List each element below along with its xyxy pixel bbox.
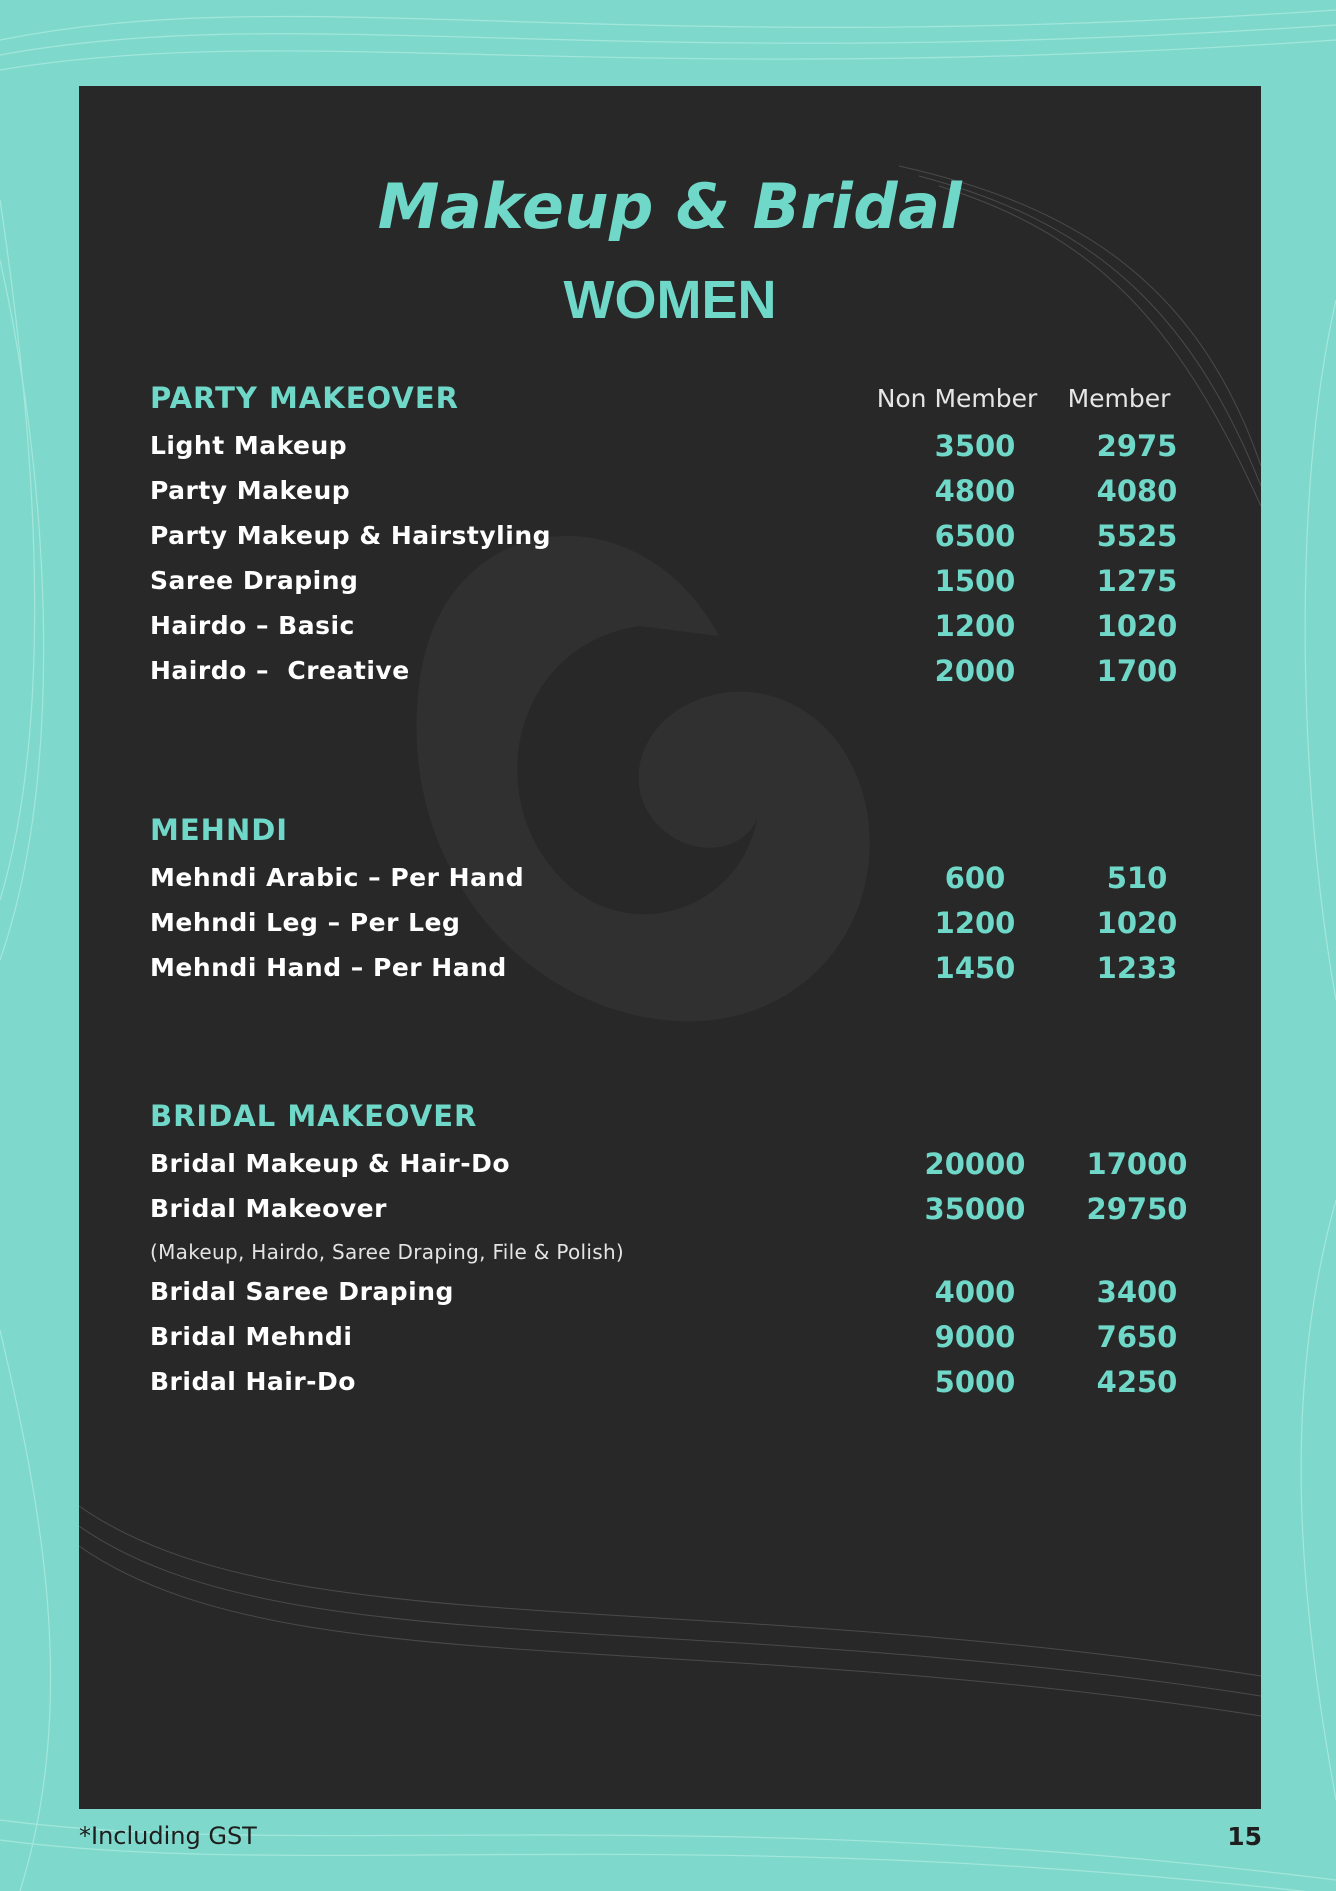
price-row xyxy=(150,1189,1190,1234)
section-mehndi xyxy=(150,810,1190,993)
bridal-makeover-note: (Makeup, Hairdo, Saree Draping, File & Polish) xyxy=(150,1240,625,1264)
price-non-member: 9000 xyxy=(934,1320,1016,1354)
price-member: 1233 xyxy=(1096,951,1178,985)
price-row xyxy=(150,948,1190,993)
section-title: PARTY MAKEOVER xyxy=(150,381,459,415)
price-member: 510 xyxy=(1106,861,1168,895)
page-subtitle: WOMEN xyxy=(563,270,777,330)
service-name: Bridal Mehndi xyxy=(150,1322,353,1351)
service-name: Bridal Makeup & Hair-Do xyxy=(150,1149,511,1178)
section-title: BRIDAL MAKEOVER xyxy=(150,1099,478,1133)
service-name: Party Makeup xyxy=(150,476,351,505)
price-row xyxy=(150,1362,1190,1407)
price-row xyxy=(150,561,1190,606)
price-row xyxy=(150,1272,1190,1317)
column-header-non-member: Non Member xyxy=(876,384,1038,413)
price-non-member: 2000 xyxy=(934,654,1016,688)
section-title: MEHNDI xyxy=(150,813,289,847)
price-member: 1700 xyxy=(1096,654,1178,688)
service-name: Mehndi Leg – Per Leg xyxy=(150,908,461,937)
price-non-member: 5000 xyxy=(934,1365,1016,1399)
footer-gst-note: *Including GST xyxy=(79,1822,257,1850)
price-non-member: 4000 xyxy=(934,1275,1016,1309)
price-row xyxy=(150,858,1190,903)
price-row xyxy=(150,903,1190,948)
service-name: Party Makeup & Hairstyling xyxy=(150,521,552,550)
price-member: 1275 xyxy=(1096,564,1178,598)
price-non-member: 1450 xyxy=(934,951,1016,985)
price-non-member: 3500 xyxy=(934,429,1016,463)
price-row xyxy=(150,1317,1190,1362)
price-row xyxy=(150,426,1190,471)
price-non-member: 1500 xyxy=(934,564,1016,598)
price-row xyxy=(150,471,1190,516)
price-panel xyxy=(79,86,1261,1809)
service-name: Saree Draping xyxy=(150,566,359,595)
price-member: 1020 xyxy=(1096,906,1178,940)
price-member: 4080 xyxy=(1096,474,1178,508)
service-name: Light Makeup xyxy=(150,431,348,460)
price-non-member: 600 xyxy=(944,861,1006,895)
price-member: 1020 xyxy=(1096,609,1178,643)
column-header-member: Member xyxy=(1067,384,1171,413)
price-member: 29750 xyxy=(1086,1192,1188,1226)
price-row xyxy=(150,606,1190,651)
price-row xyxy=(150,651,1190,696)
service-name: Hairdo – Basic xyxy=(150,611,355,640)
price-member: 5525 xyxy=(1096,519,1178,553)
price-non-member: 20000 xyxy=(924,1147,1026,1181)
price-non-member: 1200 xyxy=(934,609,1016,643)
service-name: Bridal Makeover xyxy=(150,1194,387,1223)
service-name: Mehndi Hand – Per Hand xyxy=(150,953,507,982)
price-non-member: 4800 xyxy=(934,474,1016,508)
price-member: 2975 xyxy=(1096,429,1178,463)
section-party-makeover xyxy=(150,378,1190,696)
price-member: 3400 xyxy=(1096,1275,1178,1309)
price-member: 4250 xyxy=(1096,1365,1178,1399)
service-name: Hairdo – Creative xyxy=(150,656,410,685)
price-row xyxy=(150,516,1190,561)
price-non-member: 1200 xyxy=(934,906,1016,940)
service-name: Bridal Hair-Do xyxy=(150,1367,356,1396)
price-non-member: 6500 xyxy=(934,519,1016,553)
price-row xyxy=(150,1144,1190,1189)
page-title: Makeup & Bridal xyxy=(377,170,963,243)
service-name: Bridal Saree Draping xyxy=(150,1277,454,1306)
section-bridal-makeover xyxy=(150,1096,1190,1407)
price-non-member: 35000 xyxy=(924,1192,1026,1226)
service-name: Mehndi Arabic – Per Hand xyxy=(150,863,525,892)
price-member: 17000 xyxy=(1086,1147,1188,1181)
page-number: 15 xyxy=(1227,1822,1262,1851)
price-member: 7650 xyxy=(1096,1320,1178,1354)
